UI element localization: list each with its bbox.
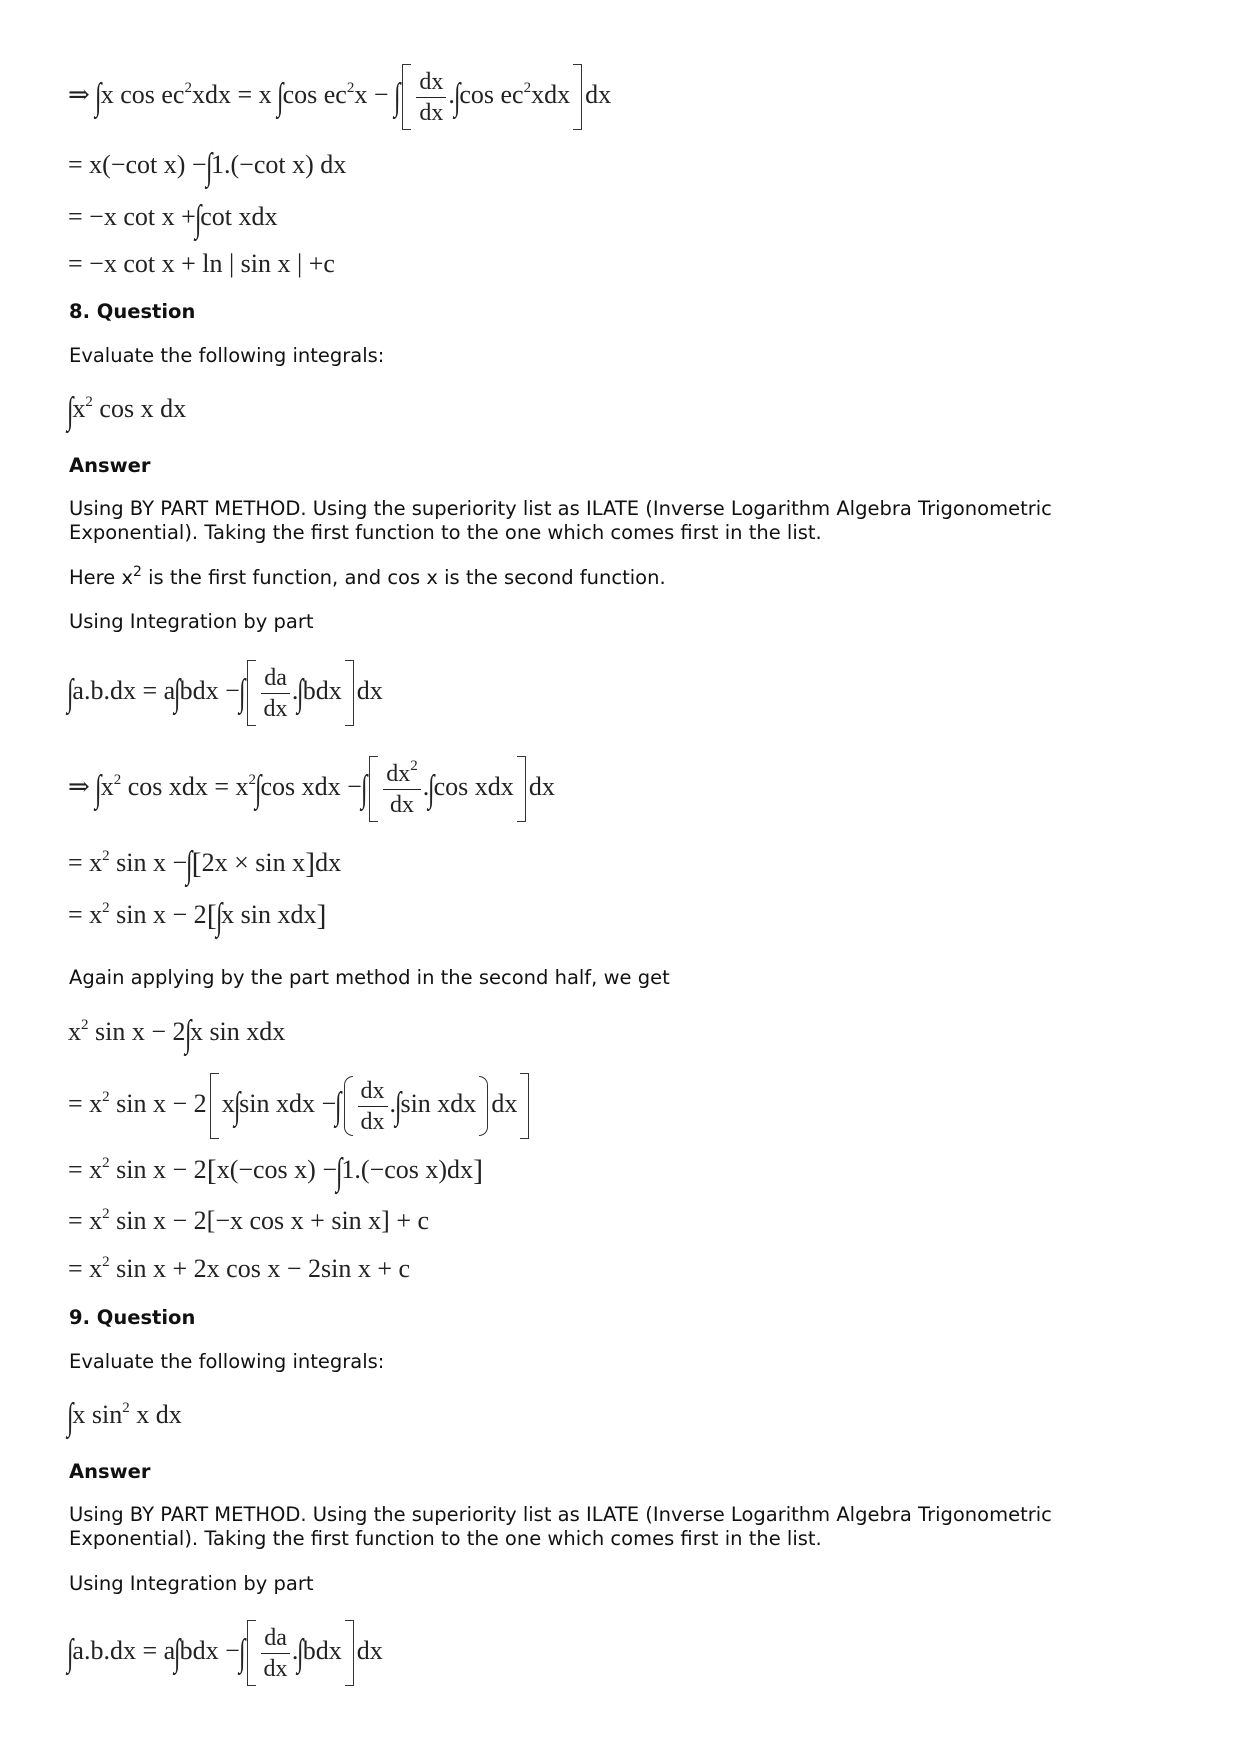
answer-9-method-line2: Exponential). Taking the first function to the one which comes first in the list.	[69, 1527, 822, 1550]
question-9-title: 9. Question	[69, 1306, 196, 1329]
equation-q7-step3: = −x cot x +∫cot xdx	[68, 198, 278, 240]
equation-q8-line1: ⇒ $\int x^2$ cos xdx = $x^2\int\cos$ xdx −∫ $\frac{dx^2}{dx}$ .∫cos xdx dx	[68, 756, 555, 822]
equation-q8-m4: = $x^2$ sin x − 2[−x cos x + sin x] + c	[68, 1206, 430, 1235]
equation-q8-m5: = $x^2$ sin x + 2x cos x − 2sin x + c	[68, 1254, 411, 1283]
equation-q8-m3: = $x^2$ sin x − 2[x(−cos x) −∫1.(−cos x)dx]	[68, 1151, 484, 1193]
answer-8-method-line1: Using BY PART METHOD. Using the superiority list as ILATE (Inverse Logarithm Algebra Trigonometric	[69, 497, 1052, 520]
question-8-prompt: Evaluate the following integrals:	[69, 344, 385, 367]
answer-8-again: Again applying by the part method in the second half, we get	[69, 966, 670, 989]
equation-q7-step4: = −x cot x + ln | sin x | +c	[68, 249, 335, 278]
equation-q8-m2: = $x^2$ sin x − 2 x∫sin xdx −∫ $\frac{dx}{dx}$ .∫sin xdx dx	[68, 1073, 532, 1139]
question-9-integral: ∫x $\sin^2 x$ dx	[66, 1396, 182, 1438]
answer-8-first-function: Here $x^2$ is the first function, and cos x is the second function.	[69, 564, 666, 589]
answer-9-method-line1: Using BY PART METHOD. Using the superiority list as ILATE (Inverse Logarithm Algebra Trigonometric	[69, 1503, 1052, 1526]
equation-q8-line2: = $x^2$ sin x −∫[2x × sin x]dx	[68, 844, 342, 886]
equation-q7-step2: = x(−cot x) −∫1.(−cot x) dx	[68, 146, 347, 188]
answer-9-using: Using Integration by part	[69, 1572, 314, 1595]
answer-9-label: Answer	[69, 1460, 151, 1483]
question-8-title: 8. Question	[69, 300, 196, 323]
answer-8-method-line2: Exponential). Taking the first function to the one which comes first in the list.	[69, 521, 822, 544]
question-8-integral: $\int x^2$ cos x dx	[66, 390, 187, 432]
equation-q8-m1: $x^2$ sin x − 2∫x sin xdx	[68, 1013, 286, 1055]
equation-q7-step1: ⇒ ∫x $\cos ec^2xdx = x$ ∫cos $ec^2x$ − ∫ $\frac{dx}{dx}$ .∫cos $ec^2xdx$ dx	[68, 64, 611, 130]
question-9-prompt: Evaluate the following integrals:	[69, 1350, 385, 1373]
equation-by-parts-formula: ∫a.b.dx = a∫bdx −∫ $\frac{da}{dx}$ .∫bdx dx	[68, 660, 383, 726]
answer-8-using: Using Integration by part	[69, 610, 314, 633]
answer-8-label: Answer	[69, 454, 151, 477]
equation-q8-line3: = $x^2$ sin x − 2[∫x sin xdx]	[68, 896, 327, 938]
equation-by-parts-formula-9: ∫a.b.dx = a∫bdx −∫ $\frac{da}{dx}$ .∫bdx dx	[68, 1620, 383, 1686]
